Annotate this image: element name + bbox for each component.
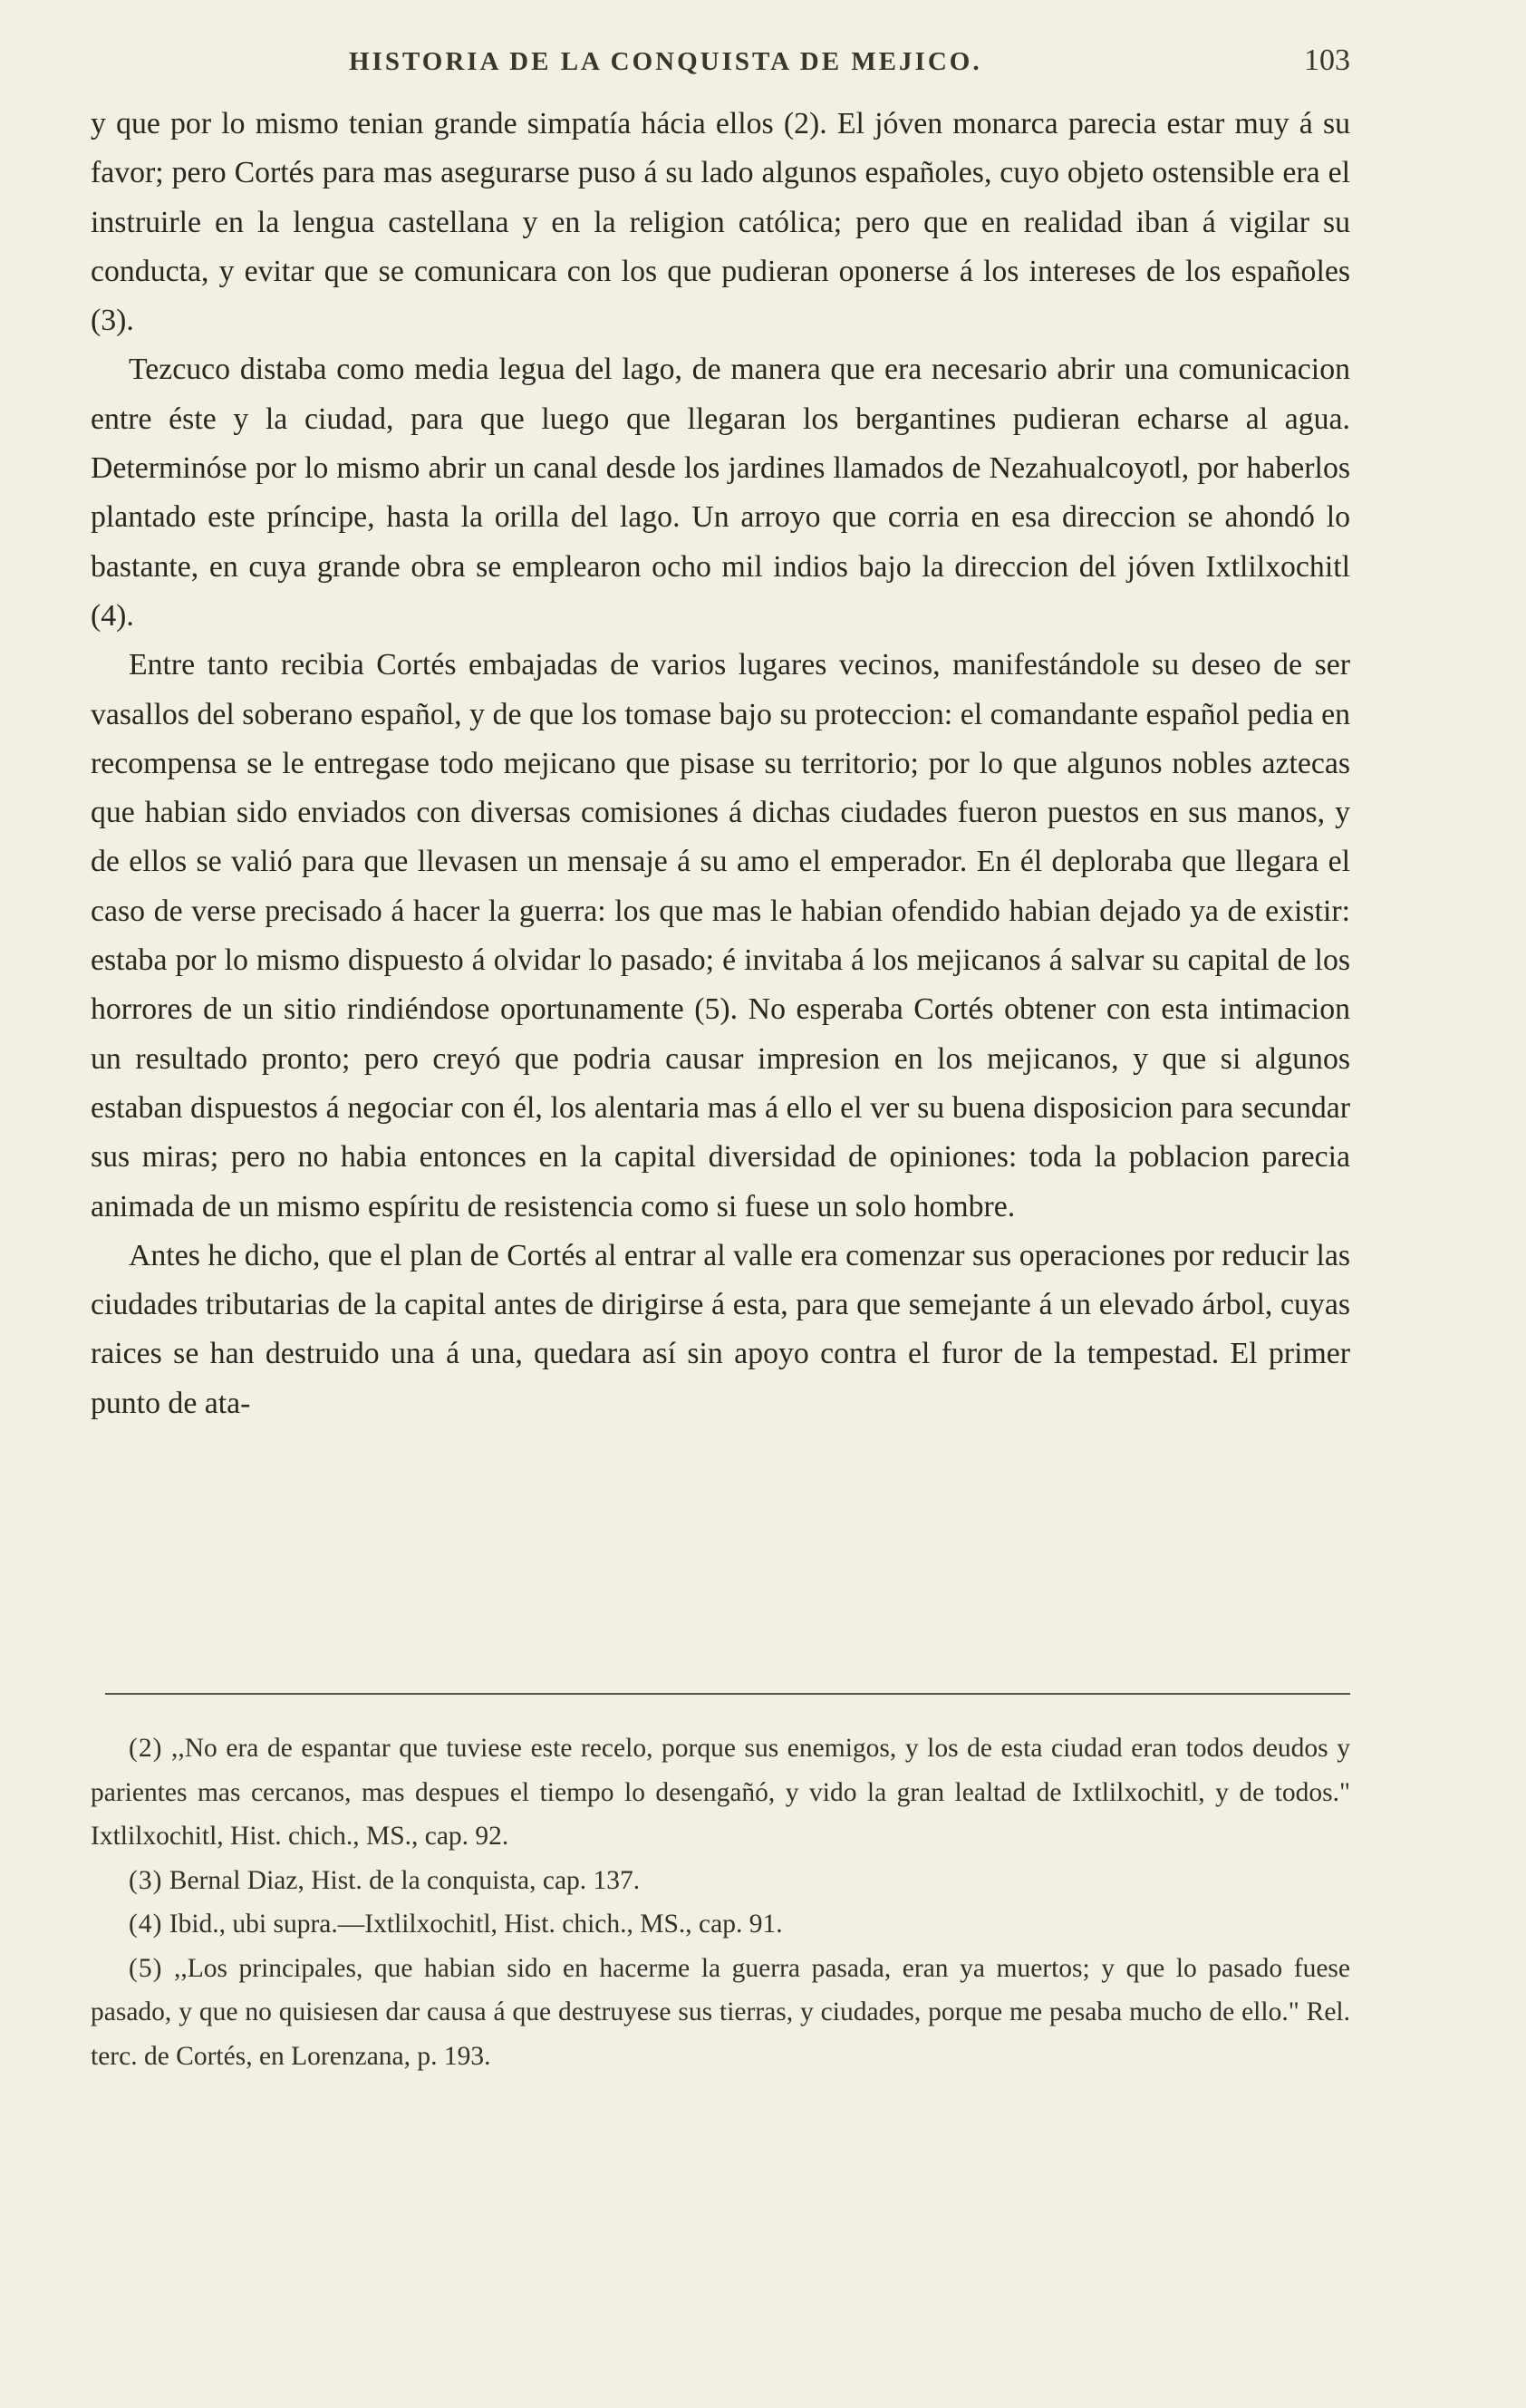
- paragraph: Tezcuco distaba como media legua del lago, de manera que era necesario abrir una comunicacion entre éste y la ciudad, para que luego que llegaran los bergantines pudieran echarse al agua. Determinóse por lo mismo abrir un canal desde los jardines llamados de Nezahualcoyotl, por haberlos plantado este príncipe, hasta la orilla del lago. Un arroyo que corria en esa direccion se ahondó lo bastante, en cuya grande obra se emplearon ocho mil indios bajo la direccion del jóven Ixtlilxochitl (4).: [91, 353, 1350, 633]
- running-title: HISTORIA DE LA CONQUISTA DE MEJICO.: [349, 47, 982, 76]
- footnote-text: ,,No era de espantar que tuviese este recelo, porque sus enemigos, y los de esta ciudad eran todos deudos y parientes mas cercanos, mas despues el tiempo lo desengañó, y vido la gran lealtad de Ixtlilxochitl, y de todos." Ixtlilxochitl, Hist. chich., MS., cap. 92.: [91, 1734, 1350, 1851]
- footnote-divider: [105, 1693, 1350, 1695]
- footnote-text: Ibid., ubi supra.—Ixtlilxochitl, Hist. chich., MS., cap. 91.: [169, 1910, 783, 1939]
- book-page: [91, 0, 1350, 2408]
- footnote-3: [91, 1859, 1350, 1903]
- footnote-mark: (5): [129, 1953, 163, 1983]
- footnote-mark: (4): [129, 1910, 163, 1939]
- footnote-2: [91, 1726, 1350, 1859]
- page-number: 103: [1304, 44, 1350, 77]
- main-text: [91, 100, 1350, 1428]
- footnote-mark: (2): [129, 1734, 163, 1763]
- footnote-mark: (3): [129, 1865, 163, 1895]
- footnote-text: Bernal Diaz, Hist. de la conquista, cap. 137.: [169, 1865, 641, 1895]
- paragraph-continued: y que por lo mismo tenian grande simpatía hácia ellos (2). El jóven monarca parecia estar muy á su favor; pero Cortés para mas asegurarse puso á su lado algunos españoles, cuyo objeto ostensible era el instruirle en la lengua castellana y en la religion católica; pero que en realidad iban á vigilar su conducta, y evitar que se comunicara con los que pudieran oponerse á los intereses de los españoles (3).: [91, 107, 1350, 338]
- footnote-5: [91, 1947, 1350, 2079]
- footnote-text: ,,Los principales, que habian sido en hacerme la guerra pasada, eran ya muertos; y que lo pasado fuese pasado, y que no quisiesen dar causa á que destruyese sus tierras, y ciudades, porque me pesaba mucho de ello." Rel. terc. de Cortés, en Lorenzana, p. 193.: [91, 1953, 1350, 2071]
- running-header: [91, 44, 1350, 83]
- footnotes: [91, 1726, 1350, 2078]
- paragraph: Entre tanto recibia Cortés embajadas de varios lugares vecinos, manifestándole su deseo de ser vasallos del soberano español, y de que los tomase bajo su proteccion: el comandante español pedia en recompensa se le entregase todo mejicano que pisase su territorio; por lo que algunos nobles aztecas que habian sido enviados con diversas comisiones á dichas ciudades fueron puestos en sus manos, y de ellos se valió para que llevasen un mensaje á su amo el emperador. En él deploraba que llegara el caso de verse precisado á hacer la guerra: los que mas le habian ofendido habian dejado ya de existir: estaba por lo mismo dispuesto á olvidar lo pasado; é invitaba á los mejicanos á salvar su capital de los horrores de un sitio rindiéndose oportunamente (5). No esperaba Cortés obtener con esta intimacion un resultado pronto; pero creyó que podria causar impresion en los mejicanos, y que si algunos estaban dispuestos á negociar con él, los alentaria mas á ello el ver su buena disposicion para secundar sus miras; pero no habia entonces en la capital diversidad de opiniones: toda la poblacion parecia animada de un mismo espíritu de resistencia como si fuese un solo hombre.: [91, 648, 1350, 1223]
- footnote-4: [91, 1902, 1350, 1947]
- paragraph: Antes he dicho, que el plan de Cortés al entrar al valle era comenzar sus operaciones por reducir las ciudades tributarias de la capital antes de dirigirse á esta, para que semejante á un elevado árbol, cuyas raices se han destruido una á una, quedara así sin apoyo contra el furor de la tempestad. El primer punto de ata-: [91, 1238, 1350, 1420]
